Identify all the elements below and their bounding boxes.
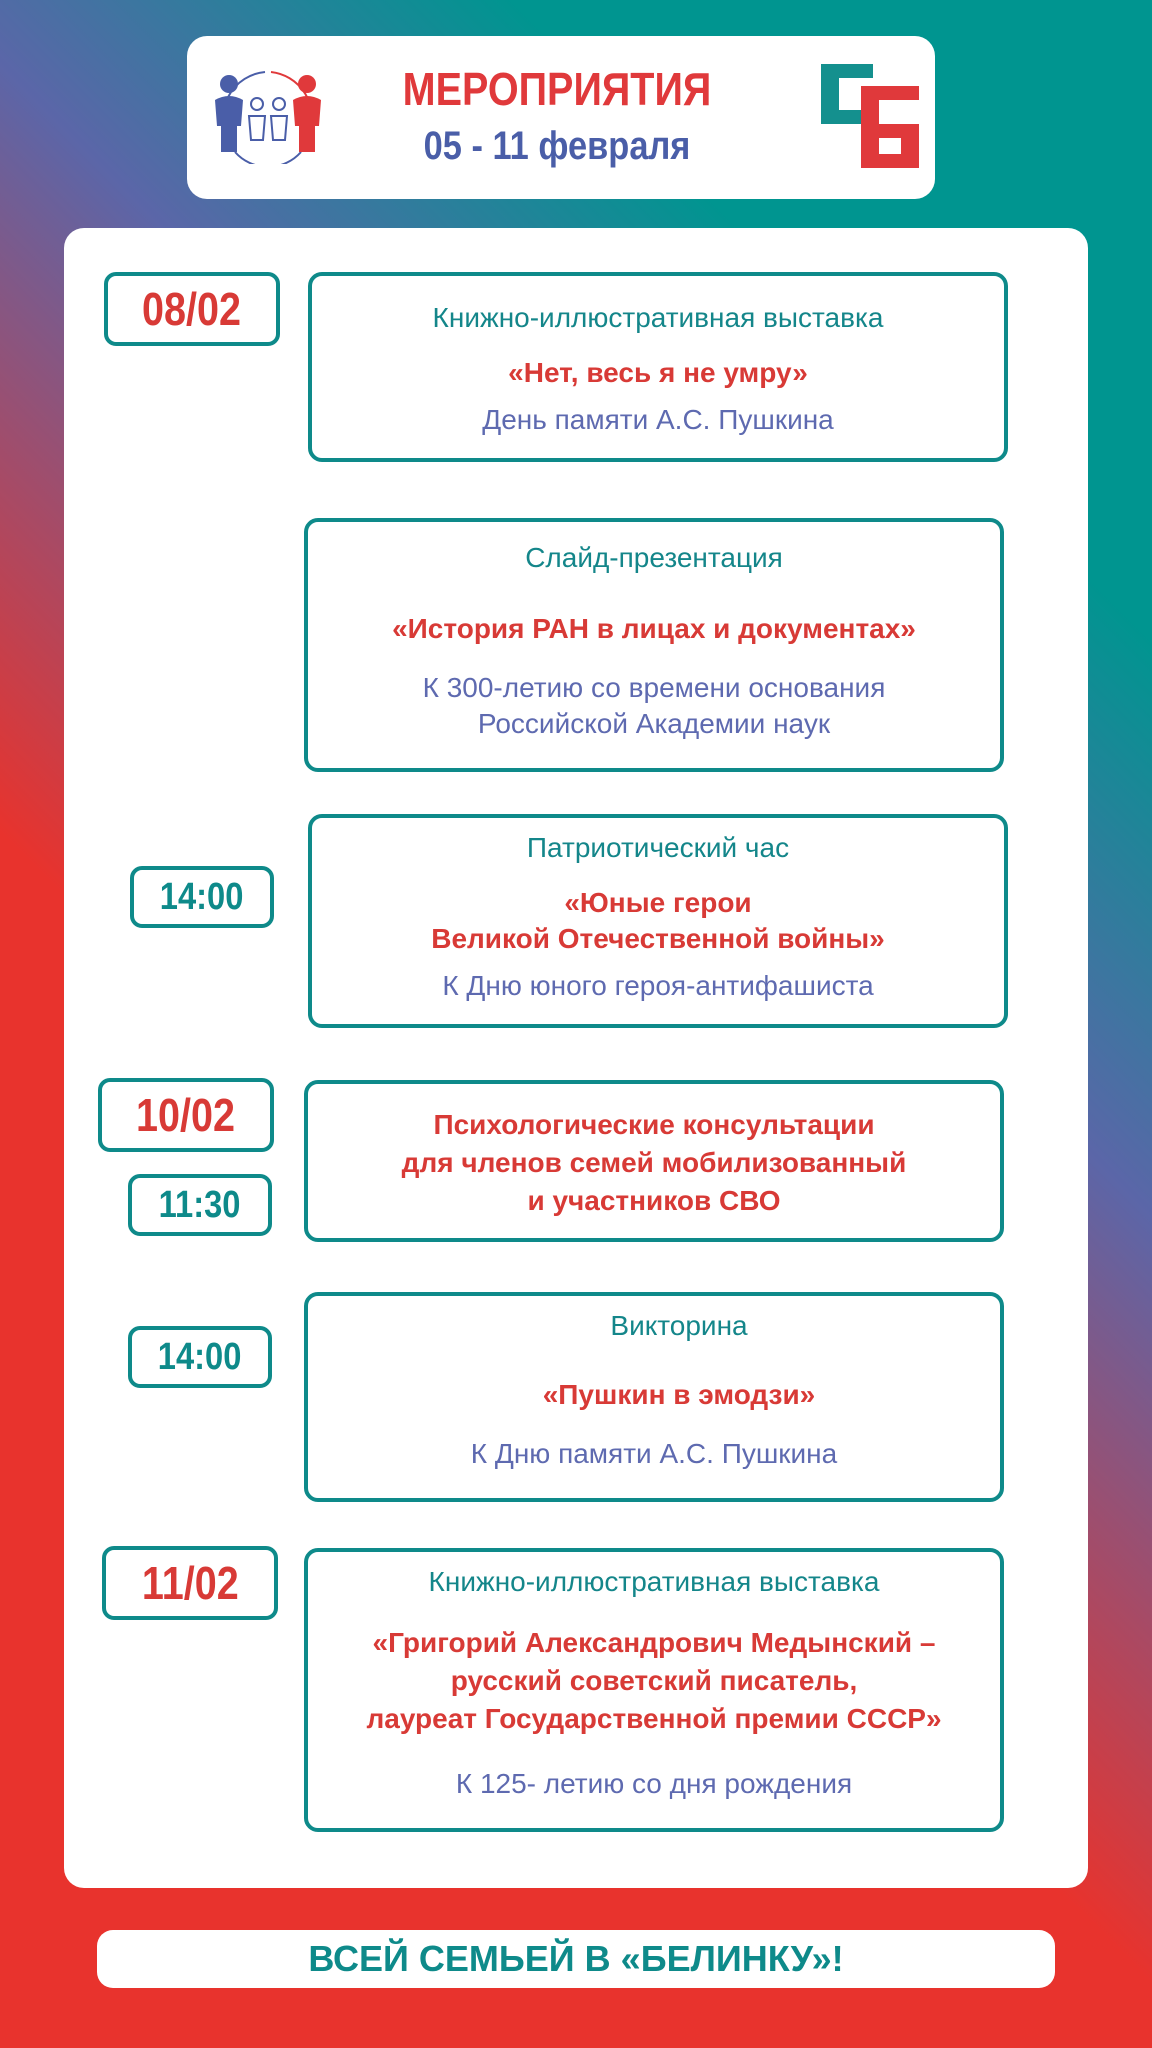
event-type: Книжно-иллюстративная выставка <box>432 302 884 333</box>
event-note: К Дню юного героя-антифашиста <box>442 970 874 1001</box>
event-title: для членов семей мобилизованный <box>401 1147 907 1178</box>
event-note: К 300-летию со времени основания <box>422 672 886 703</box>
bb-logo-icon <box>821 64 919 168</box>
event-type: Книжно-иллюстративная выставка <box>428 1566 880 1597</box>
time-tag-1400: 14:00 <box>130 866 274 928</box>
event-title: русский советский писатель, <box>450 1665 858 1696</box>
event-card <box>308 272 1008 462</box>
date-tag-1102: 11/02 <box>102 1546 278 1620</box>
event-title: «Пушкин в эмодзи» <box>542 1379 816 1410</box>
event-title: лауреат Государственной премии СССР» <box>366 1703 942 1734</box>
date-tag-0802: 08/02 <box>104 272 280 346</box>
event-card <box>304 1080 1004 1242</box>
footer-banner <box>97 1930 1055 1988</box>
events-panel <box>64 228 1088 1888</box>
footer-slogan: ВСЕЙ СЕМЬЕЙ В «БЕЛИНКУ»! <box>308 1938 844 1979</box>
event-title: Великой Отечественной войны» <box>431 923 885 954</box>
family-logo-icon <box>205 64 331 164</box>
event-note: К 125- летию со дня рождения <box>455 1768 853 1799</box>
event-note: Российской Академии наук <box>477 708 831 739</box>
date-range: 05 - 11 февраля <box>423 124 691 168</box>
event-title: Психологические консультации <box>433 1109 875 1140</box>
page-title: МЕРОПРИЯТИЯ <box>402 63 712 115</box>
event-type: Слайд-презентация <box>525 542 783 573</box>
event-note: День памяти А.С. Пушкина <box>482 404 834 435</box>
date-tag-1002: 10/02 <box>98 1078 274 1152</box>
event-title: «Юные герои <box>564 887 752 918</box>
event-card <box>308 814 1008 1028</box>
header-card <box>187 36 935 199</box>
event-title: «История РАН в лицах и документах» <box>392 613 916 644</box>
event-card <box>304 1548 1004 1832</box>
event-note: К Дню памяти А.С. Пушкина <box>470 1438 838 1469</box>
time-tag-1400: 14:00 <box>128 1326 272 1388</box>
event-type: Викторина <box>610 1310 748 1341</box>
event-title: и участников СВО <box>527 1185 781 1216</box>
event-type: Патриотический час <box>526 832 790 863</box>
event-title: «Нет, весь я не умру» <box>508 357 808 388</box>
time-tag-1130: 11:30 <box>128 1174 272 1236</box>
event-title: «Григорий Александрович Медынский – <box>372 1627 936 1658</box>
event-card <box>304 518 1004 772</box>
event-card <box>304 1292 1004 1502</box>
